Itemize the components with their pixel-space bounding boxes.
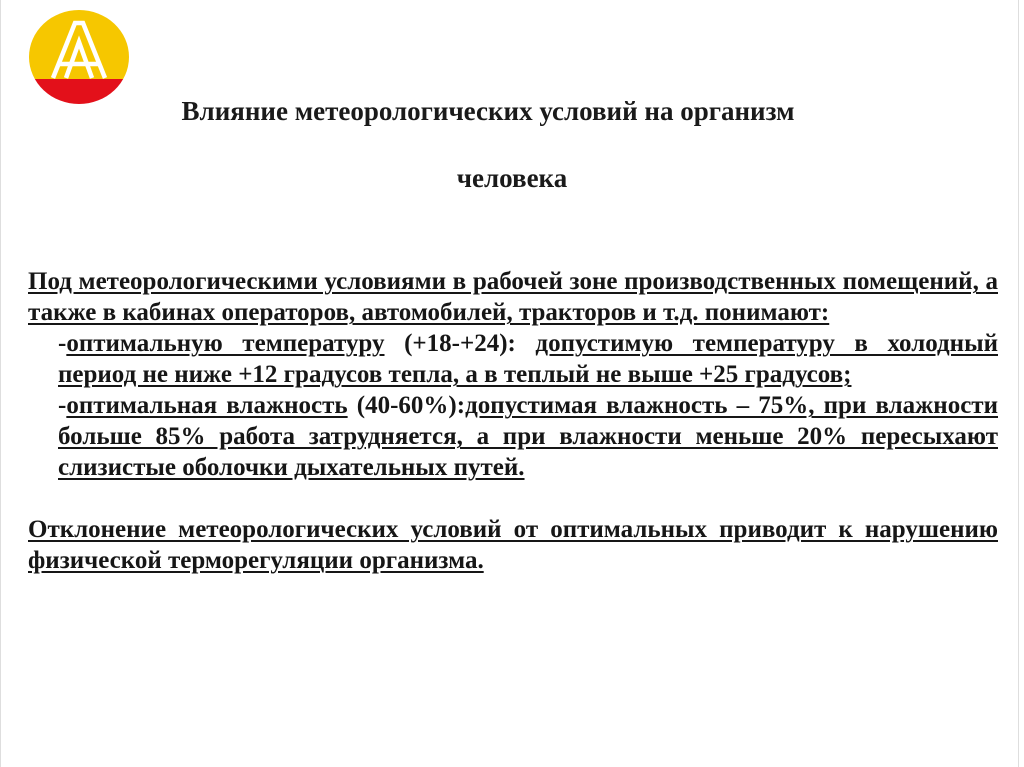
humidity-allowed-text: допустимая влажность – 75%, при влажности больше 85% работа затрудняется, а при влажности меньше 20% пересыхают слизистые оболочки дыхательных путей. <box>58 392 998 481</box>
university-logo-icon <box>28 9 130 105</box>
humidity-optimal-label: оптимальная влажность <box>66 392 348 419</box>
humidity-paragraph <box>28 390 998 483</box>
temperature-paragraph <box>28 328 998 390</box>
slide-title-line-2: человека <box>456 163 568 193</box>
temperature-dash: - <box>58 330 67 357</box>
humidity-dash: - <box>58 392 67 419</box>
temperature-allowed-text: допустимую температуру в холодный период не ниже +12 градусов тепла, а в теплый не выше +25 градусов; <box>58 330 998 388</box>
conclusion-paragraph: Отклонение метеорологических условий от оптимальных приводит к нарушению физической терморегуляции организма. <box>28 516 998 574</box>
temperature-optimal-label: оптимальную температуру <box>66 330 385 357</box>
humidity-optimal-value: (40-60%): <box>347 392 466 419</box>
right-border-line <box>1018 0 1019 767</box>
intro-paragraph: Под метеорологическими условиями в рабочей зоне производственных помещений, а также в кабинах операторов, автомобилей, тракторов и т.д. понимают: <box>28 268 998 326</box>
left-border-line <box>0 0 1 767</box>
paragraph-gap <box>28 483 998 514</box>
temperature-optimal-value: (+18-+24): <box>384 330 536 357</box>
slide-body <box>28 266 998 576</box>
slide-title-line-1: Влияние метеорологических условий на организм <box>181 96 795 126</box>
